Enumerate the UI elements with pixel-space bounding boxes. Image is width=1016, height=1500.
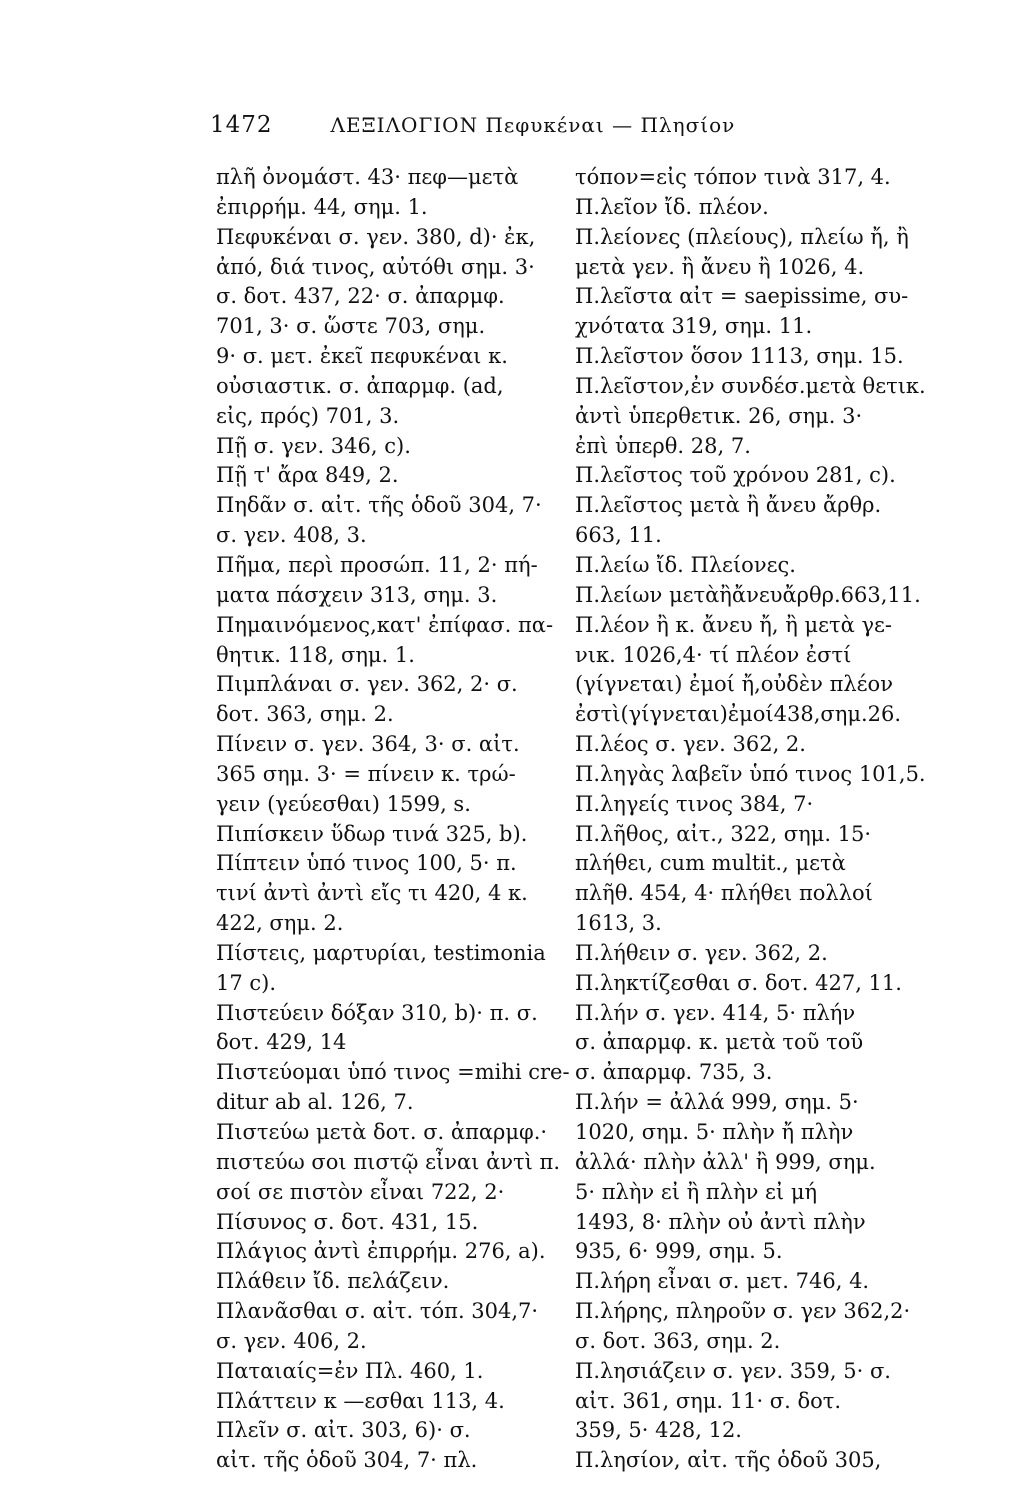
running-title: ΛΕΞΙΛΟΓΙΟΝ Πεφυκέναι — Πλησίον xyxy=(330,113,736,137)
lexicon-line: Πίπτειν ὑπό τινος 100, 5· π. xyxy=(216,851,517,876)
lexicon-line: Πιστεύειν δόξαν 310, b)· π. σ. xyxy=(216,1000,538,1025)
left-column xyxy=(216,163,596,1476)
lexicon-line: σοί σε πιστὸν εἶναι 722, 2· xyxy=(216,1179,505,1204)
lexicon-line: Πλανᾶσθαι σ. αἰτ. τόπ. 304,7· xyxy=(216,1299,539,1324)
lexicon-line: Πῆμα, περὶ προσώπ. 11, 2· πή- xyxy=(216,552,538,577)
lexicon-line: Πλάγιος ἀντὶ ἐπιρρήμ. 276, a). xyxy=(216,1239,546,1264)
lexicon-line: ἀντὶ ὑπερθετικ. 26, σημ. 3· xyxy=(575,403,863,428)
lexicon-line: Π.λεῖστον ὅσον 1113, σημ. 15. xyxy=(575,344,904,369)
lexicon-line: Πλάττειν κ —εσθαι 113, 4. xyxy=(216,1388,505,1413)
lexicon-line: Πῇ τ' ἄρα 849, 2. xyxy=(216,463,399,488)
lexicon-line: ἀπό, διά τινος, αὐτόθι σημ. 3· xyxy=(216,254,535,279)
lexicon-line: 9· σ. μετ. ἐκεῖ πεφυκέναι κ. xyxy=(216,344,508,369)
lexicon-line: Π.ληγείς τινος 384, 7· xyxy=(575,791,814,816)
lexicon-line: Πιστεύω μετὰ δοτ. σ. ἀπαρμφ.· xyxy=(216,1120,548,1144)
lexicon-line: Π.λεῖον ἴδ. πλέον. xyxy=(575,194,769,219)
lexicon-line: δοτ. 429, 14 xyxy=(216,1030,347,1055)
lexicon-line: 359, 5· 428, 12. xyxy=(575,1418,742,1443)
lexicon-line: ἐπιρρήμ. 44, σημ. 1. xyxy=(216,194,428,219)
lexicon-line: 663, 11. xyxy=(575,523,662,548)
lexicon-line: πλῆ ὀνομάστ. 43· πεφ—μετὰ xyxy=(216,165,519,189)
lexicon-line: μετὰ γεν. ἢ ἄνευ ἢ 1026, 4. xyxy=(575,254,865,279)
lexicon-line: Πίνειν σ. γεν. 364, 3· σ. αἰτ. xyxy=(216,732,520,757)
lexicon-line: αἰτ. τῆς ὁδοῦ 304, 7· πλ. xyxy=(216,1448,478,1473)
lexicon-line: ἐστὶ(γίγνεται)ἐμοί438,σημ.26. xyxy=(575,702,902,727)
lexicon-line: 365 σημ. 3· = πίνειν κ. τρώ- xyxy=(216,761,516,786)
lexicon-line: 17 c). xyxy=(216,970,277,995)
lexicon-line: 935, 6· 999, σημ. 5. xyxy=(575,1239,783,1264)
lexicon-line: Π.λέον ἢ κ. ἄνευ ἤ, ἢ μετὰ γε- xyxy=(575,612,892,637)
lexicon-line: οὐσιαστικ. σ. ἀπαρμφ. (ad, xyxy=(216,373,504,398)
lexicon-line: Π.λείω ἴδ. Πλείονες. xyxy=(575,552,796,577)
lexicon-line: Πημαινόμενος,κατ' ἐπίφασ. πα- xyxy=(216,612,554,637)
lexicon-line: χνότατα 319, σημ. 11. xyxy=(575,314,813,339)
lexicon-line: Π.λησιάζειν σ. γεν. 359, 5· σ. xyxy=(575,1358,891,1383)
lexicon-line: Πλεῖν σ. αἰτ. 303, 6)· σ. xyxy=(216,1418,471,1443)
lexicon-line: θητικ. 118, σημ. 1. xyxy=(216,642,415,667)
lexicon-line: πλήθει, cum multit., μετὰ xyxy=(575,851,846,876)
lexicon-line: ἀλλά· πλὴν ἀλλ' ἢ 999, σημ. xyxy=(575,1149,876,1174)
lexicon-line: Πίσυνος σ. δοτ. 431, 15. xyxy=(216,1209,479,1234)
lexicon-line: Π.λεῖστον,ἐν συνδέσ.μετὰ θετικ. xyxy=(575,373,926,398)
lexicon-line: Πεφυκέναι σ. γεν. 380, d)· ἐκ, xyxy=(216,224,536,249)
lexicon-line: σ. ἀπαρμφ. κ. μετὰ τοῦ τοῦ xyxy=(575,1030,864,1055)
lexicon-line: 1020, σημ. 5· πλὴν ἤ πλὴν xyxy=(575,1120,854,1144)
lexicon-line: Πιπίσκειν ὕδωρ τινά 325, b). xyxy=(216,821,528,846)
lexicon-line: εἰς, πρός) 701, 3. xyxy=(216,403,400,428)
lexicon-line: Πίστεις, μαρτυρίαι, testimonia xyxy=(216,940,546,965)
lexicon-line: Παταιαίς=ἐν Πλ. 460, 1. xyxy=(216,1358,484,1383)
lexicon-line: Π.λέος σ. γεν. 362, 2. xyxy=(575,732,806,757)
lexicon-line: Π.λεῖστα αἰτ = saepissime, συ- xyxy=(575,284,909,309)
lexicon-line: Π.λεῖστος τοῦ χρόνου 281, c). xyxy=(575,463,896,488)
lexicon-line: σ. γεν. 408, 3. xyxy=(216,523,367,548)
lexicon-line: Π.λῆθος, αἰτ., 322, σημ. 15· xyxy=(575,821,872,846)
lexicon-line: γειν (γεύεσθαι) 1599, s. xyxy=(216,791,471,816)
lexicon-line: Π.λήρης, πληροῦν σ. γεν 362,2· xyxy=(575,1299,911,1324)
lexicon-line: Πλάθειν ἴδ. πελάζειν. xyxy=(216,1269,450,1294)
running-header xyxy=(210,112,770,152)
lexicon-line: αἰτ. 361, σημ. 11· σ. δοτ. xyxy=(575,1388,842,1413)
lexicon-line: Π.λείονες (πλείους), πλείω ἤ, ἢ xyxy=(575,224,909,249)
lexicon-line: Π.λείων μετὰἢἄνευἄρθρ.663,11. xyxy=(575,582,921,607)
lexicon-line: 5· πλὴν εἰ ἢ πλὴν εἰ μή xyxy=(575,1179,818,1204)
lexicon-line: ματα πάσχειν 313, σημ. 3. xyxy=(216,582,498,607)
lexicon-line: 422, σημ. 2. xyxy=(216,911,344,936)
lexicon-line: ditur ab al. 126, 7. xyxy=(216,1090,414,1115)
lexicon-line: νικ. 1026,4· τί πλέον ἐστί xyxy=(575,642,852,667)
lexicon-line: πλῆθ. 454, 4· πλήθει πολλοί xyxy=(575,881,873,906)
lexicon-line: Πιστεύομαι ὑπό τινος =mihi cre- xyxy=(216,1060,570,1085)
lexicon-line: σ. ἀπαρμφ. 735, 3. xyxy=(575,1060,773,1085)
lexicon-line: Π.λήν σ. γεν. 414, 5· πλήν xyxy=(575,1000,856,1025)
lexicon-line: (γίγνεται) ἐμοί ἤ,οὐδὲν πλέον xyxy=(575,672,893,697)
lexicon-line: σ. δοτ. 363, σημ. 2. xyxy=(575,1328,781,1353)
lexicon-line: σ. δοτ. 437, 22· σ. ἀπαρμφ. xyxy=(216,284,505,309)
lexicon-line: πιστεύω σοι πιστῷ εἶναι ἀντὶ π. xyxy=(216,1149,561,1174)
lexicon-line: 1613, 3. xyxy=(575,911,662,936)
lexicon-line: Πηδᾶν σ. αἰτ. τῆς ὁδοῦ 304, 7· xyxy=(216,493,542,518)
lexicon-line: Π.ληγὰς λαβεῖν ὑπό τινος 101,5. xyxy=(575,761,926,786)
lexicon-line: Π.λήρη εἶναι σ. μετ. 746, 4. xyxy=(575,1269,870,1294)
lexicon-line: Π.ληκτίζεσθαι σ. δοτ. 427, 11. xyxy=(575,970,902,995)
lexicon-line: 1493, 8· πλὴν οὐ ἀντὶ πλὴν xyxy=(575,1209,866,1234)
right-column xyxy=(575,163,955,1476)
lexicon-line: Πῇ σ. γεν. 346, c). xyxy=(216,433,411,458)
lexicon-line: Πιμπλάναι σ. γεν. 362, 2· σ. xyxy=(216,672,518,697)
lexicon-line: Π.λήν = ἀλλά 999, σημ. 5· xyxy=(575,1090,859,1115)
lexicon-line: δοτ. 363, σημ. 2. xyxy=(216,702,394,727)
lexicon-line: τόπον=εἰς τόπον τινὰ 317, 4. xyxy=(575,165,891,189)
page-number: 1472 xyxy=(210,112,273,138)
lexicon-line: τινί ἀντὶ ἀντὶ εἴς τι 420, 4 κ. xyxy=(216,881,528,906)
lexicon-line: σ. γεν. 406, 2. xyxy=(216,1328,367,1353)
lexicon-line: Π.λεῖστος μετὰ ἢ ἄνευ ἄρθρ. xyxy=(575,493,882,518)
lexicon-line: 701, 3· σ. ὥστε 703, σημ. xyxy=(216,314,486,339)
lexicon-line: Π.λησίον, αἰτ. τῆς ὁδοῦ 305, xyxy=(575,1448,882,1473)
lexicon-line: Π.λήθειν σ. γεν. 362, 2. xyxy=(575,940,828,965)
lexicon-line: ἐπὶ ὑπερθ. 28, 7. xyxy=(575,433,751,458)
